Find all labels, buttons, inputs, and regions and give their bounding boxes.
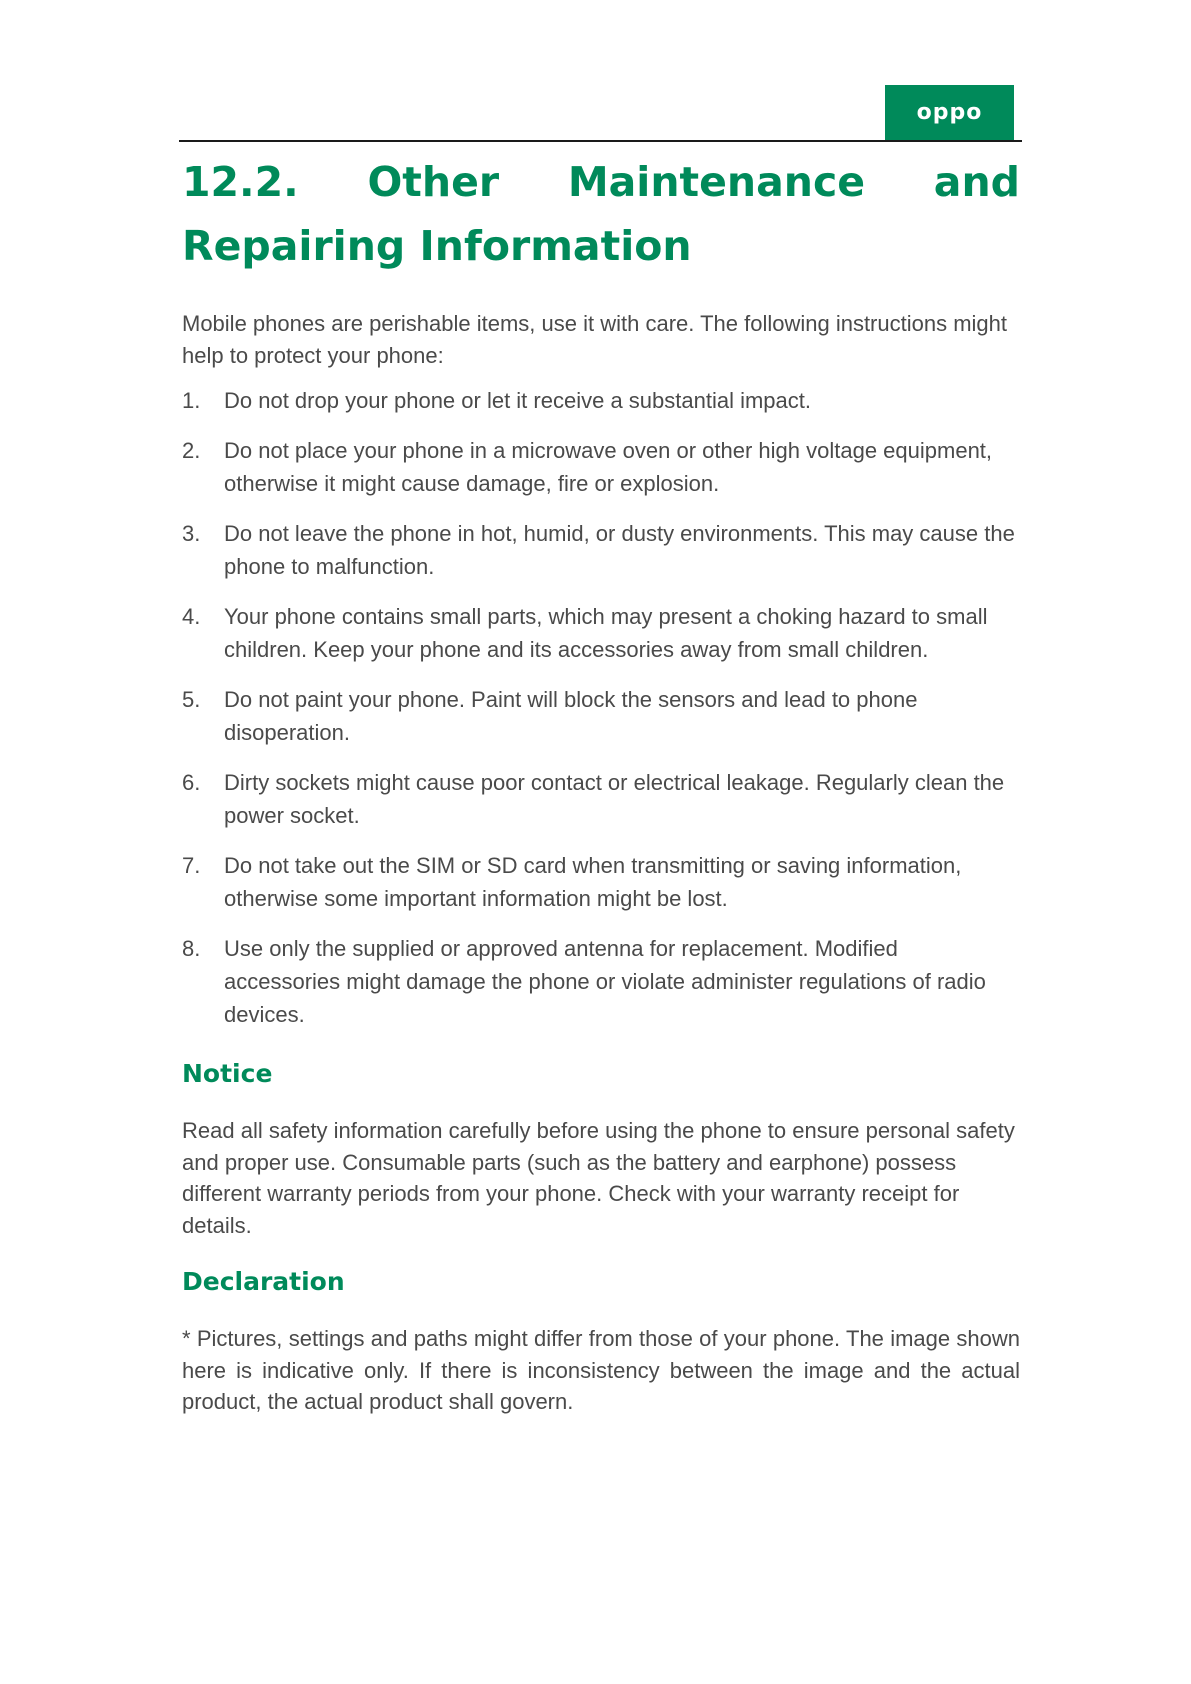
list-item-text: Do not take out the SIM or SD card when transmitting or saving information, otherwise some important information might be lost. [224,853,962,911]
list-item-text: Use only the supplied or approved antenna for replacement. Modified accessories might damage the phone or violate administer regulations of radio devices. [224,936,986,1027]
list-item [182,849,1020,915]
list-item-number: 4. [182,604,201,629]
notice-paragraph: Read all safety information carefully before using the phone to ensure personal safety and proper use. Consumable parts (such as the battery and earphone) possess different warranty periods from your phone. Check with your warranty receipt for details. [182,1118,1015,1238]
list-item [182,517,1020,583]
list-item-number: 3. [182,521,201,546]
list-item [182,766,1020,832]
list-item [182,600,1020,666]
list-item [182,384,1020,417]
list-item-text: Your phone contains small parts, which may present a choking hazard to small children. Keep your phone and its accessories away from small children. [224,604,988,662]
oppo-logo [885,85,1014,140]
logo-text: oppo [916,100,983,125]
list-item-number: 2. [182,438,201,463]
declaration-heading: Declaration [182,1267,345,1296]
list-item-number: 6. [182,770,201,795]
list-item-number: 7. [182,853,201,878]
page-title: 12.2. Other Maintenance and Repairing Information [182,158,1020,270]
notice-heading: Notice [182,1059,273,1088]
page-content [182,150,1020,1418]
header-divider [179,140,1022,142]
list-item-number: 5. [182,687,201,712]
maintenance-list [182,384,1020,1031]
list-item-text: Dirty sockets might cause poor contact or electrical leakage. Regularly clean the power socket. [224,770,1005,828]
list-item [182,932,1020,1031]
list-item-text: Do not paint your phone. Paint will block the sensors and lead to phone disoperation. [224,687,918,745]
list-item-text: Do not leave the phone in hot, humid, or dusty environments. This may cause the phone to malfunction. [224,521,1015,579]
intro-paragraph: Mobile phones are perishable items, use it with care. The following instructions might help to protect your phone: [182,311,1007,368]
list-item-text: Do not drop your phone or let it receive a substantial impact. [224,388,811,413]
list-item-number: 8. [182,936,201,961]
list-item [182,683,1020,749]
list-item-number: 1. [182,388,201,413]
list-item [182,434,1020,500]
declaration-paragraph: * Pictures, settings and paths might differ from those of your phone. The image shown here is indicative only. If there is inconsistency between the image and the actual product, the actual product shall govern. [182,1326,1020,1414]
list-item-text: Do not place your phone in a microwave oven or other high voltage equipment, otherwise it might cause damage, fire or explosion. [224,438,993,496]
